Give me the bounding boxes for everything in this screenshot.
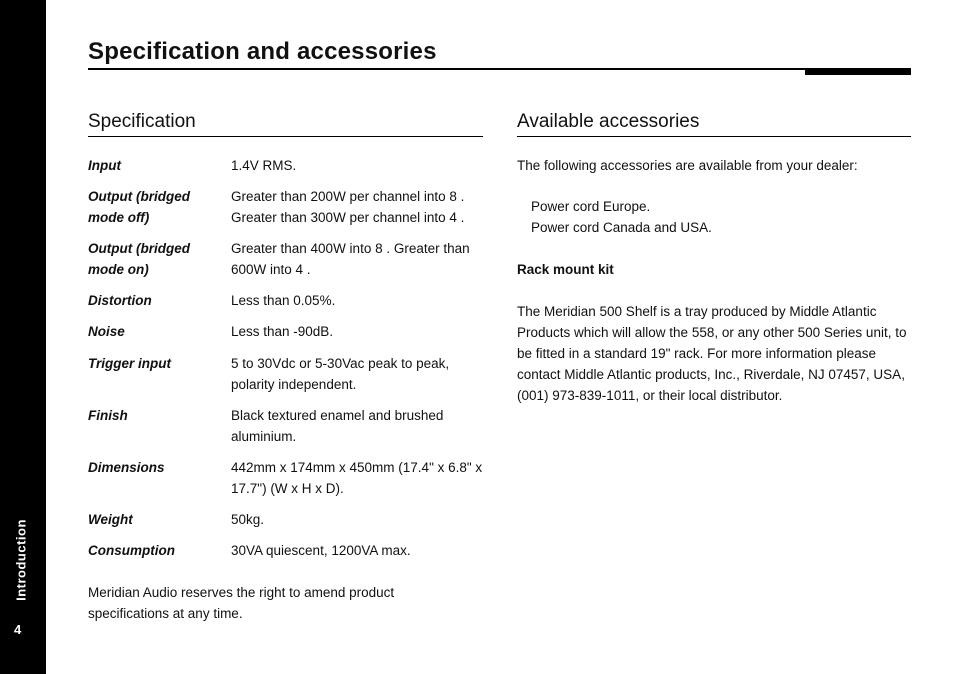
accessory-item: Power cord Canada and USA.	[531, 220, 712, 235]
spec-value: Less than 0.05%.	[231, 293, 336, 308]
specification-rule	[88, 136, 483, 137]
spec-value: 5 to 30Vdc or 5-30Vac peak to peak, polarity independent.	[231, 356, 450, 392]
spec-label: Output (bridged mode on)	[88, 241, 190, 277]
spec-value: Less than -90dB.	[231, 324, 334, 339]
specification-heading: Specification	[88, 111, 196, 132]
spec-value: 50kg.	[231, 512, 265, 527]
spec-label: Input	[88, 158, 121, 173]
page-number: 4	[14, 622, 22, 637]
spec-label: Trigger input	[88, 356, 171, 371]
rack-mount-text: The Meridian 500 Shelf is a tray produced by Middle Atlantic Products which will allow the 558, or any other 500 Series unit, to be fitted in a standard 19" rack. For more information please contact Middle Atlantic products, Inc., Riverdale, NJ 07457, USA, (001) 973-839-1011, or their local distributor.	[517, 304, 907, 403]
accessories-heading: Available accessories	[517, 111, 700, 132]
spec-label: Weight	[88, 512, 133, 527]
spec-value: 1.4V RMS.	[231, 158, 297, 173]
spec-label: Noise	[88, 324, 125, 339]
accessory-item: Power cord Europe.	[531, 199, 651, 214]
spec-label: Output (bridged mode off)	[88, 189, 190, 225]
spec-label: Consumption	[88, 543, 175, 558]
spec-value: Greater than 200W per channel into 8 . Greater than 300W per channel into 4 .	[231, 189, 465, 225]
accessories-rule	[517, 136, 911, 137]
section-label: Introduction	[13, 519, 29, 601]
spec-label: Dimensions	[88, 460, 165, 475]
title-rule	[88, 68, 911, 70]
spec-label: Distortion	[88, 293, 152, 308]
spec-value: 442mm x 174mm x 450mm (17.4" x 6.8" x 17.7") (W x H x D).	[231, 460, 483, 496]
spec-value: Greater than 400W into 8 . Greater than 600W into 4 .	[231, 241, 470, 277]
title-accent-bar	[805, 68, 911, 75]
accessories-intro: The following accessories are available from your dealer:	[517, 158, 858, 173]
rack-mount-heading: Rack mount kit	[517, 262, 614, 277]
spec-label: Finish	[88, 408, 128, 423]
spec-value: Black textured enamel and brushed aluminium.	[231, 408, 444, 444]
specification-footnote: Meridian Audio reserves the right to amend product specifications at any time.	[88, 585, 395, 621]
page-title: Specification and accessories	[88, 38, 437, 65]
spec-value: 30VA quiescent, 1200VA max.	[231, 543, 411, 558]
sidebar	[0, 0, 46, 674]
